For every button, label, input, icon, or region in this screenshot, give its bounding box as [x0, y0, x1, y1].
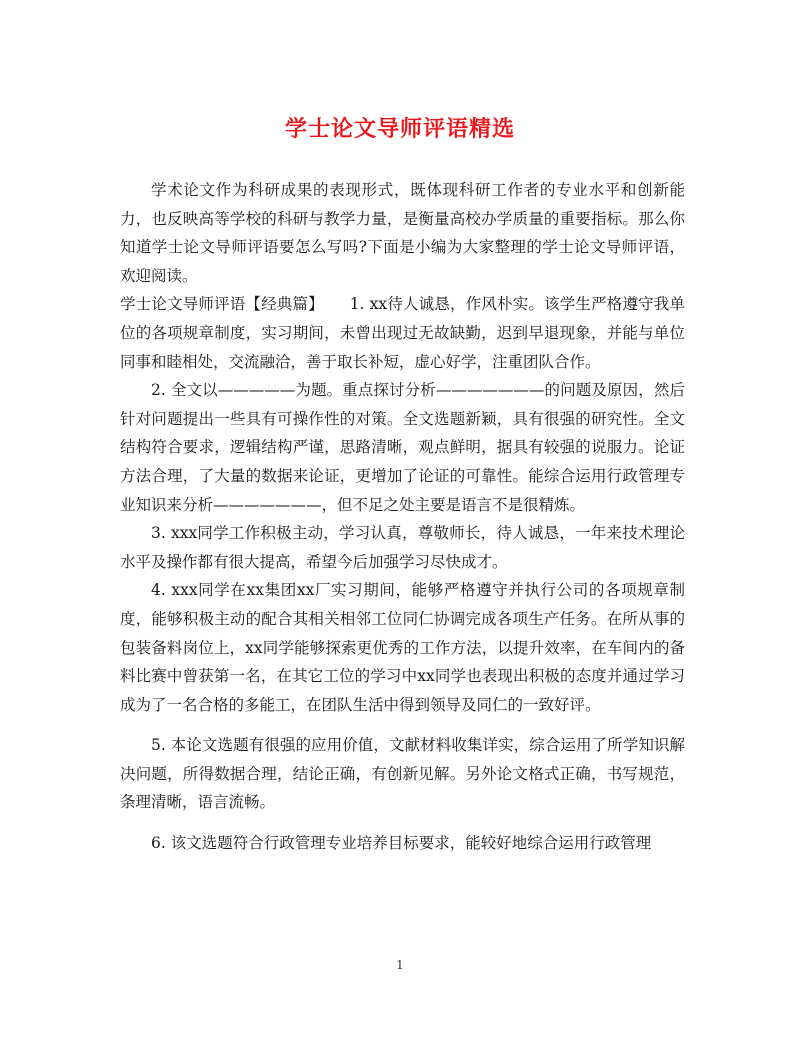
section-heading: 学士论文导师评语【经典篇】 [120, 295, 324, 314]
document-title: 学士论文导师评语精选 [284, 116, 515, 142]
comment-5: 5. 本论文选题有很强的应用价值，文献材料收集详实，综合运用了所学知识解决问题，所得数据合理，结论正确，有创新见解。另外论文格式正确，书写规范，条理清晰，语言流畅。 [120, 736, 685, 812]
document-body [120, 176, 685, 858]
comment-6: 6. 该文选题符合行政管理专业培养目标要求，能较好地综合运用行政管理 [151, 834, 652, 853]
comment-4: 4. xxx同学在xx集团xx厂实习期间，能够严格遵守并执行公司的各项规章制度，能够积极主动的配合其相关相邻工位同仁协调完成各项生产任务。在所从事的包装备料岗位上，xx同学能够探索更优秀的工作方法，以提升效率，在车间内的备料比赛中曾获第一名，在其它工位的学习中xx同学也表现出积极的态度并通过学习成为了一名合格的多能工，在团队生活中得到领导及同仁的一致好评。 [120, 581, 685, 714]
intro-paragraph: 学术论文作为科研成果的表现形式，既体现科研工作者的专业水平和创新能力，也反映高等学校的科研与教学力量，是衡量高校办学质量的重要指标。那么你知道学士论文导师评语要怎么写吗?下面是小编为大家整理的学士论文导师评语，欢迎阅读。 [120, 181, 685, 285]
page-number: 1 [396, 958, 404, 972]
comment-3: 3. xxx同学工作积极主动，学习认真，尊敬师长，待人诚恳，一年来技术理论水平及操作都有很大提高，希望今后加强学习尽快成才。 [120, 524, 685, 571]
first-comment-paragraph [120, 290, 685, 376]
comment-2: 2. 全文以—————为题。重点探讨分析———————的问题及原因，然后针对问题提出一些具有可操作性的对策。全文选题新颖，具有很强的研究性。全文结构符合要求，逻辑结构严谨，思路清晰，观点鲜明，据具有较强的说服力。论证方法合理，了大量的数据来论证，更增加了论证的可靠性。能综合运用行政管理专业知识来分析———————，但不足之处主要是语言不是很精炼。 [120, 381, 685, 514]
comment-1: 1. xx待人诚恳，作风朴实。该学生严格遵守我单位的各项规章制度，实习期间，未曾出现过无故缺勤，迟到早退现象，并能与单位同事和睦相处，交流融洽，善于取长补短，虚心好学，注重团队合作。 [120, 295, 685, 371]
